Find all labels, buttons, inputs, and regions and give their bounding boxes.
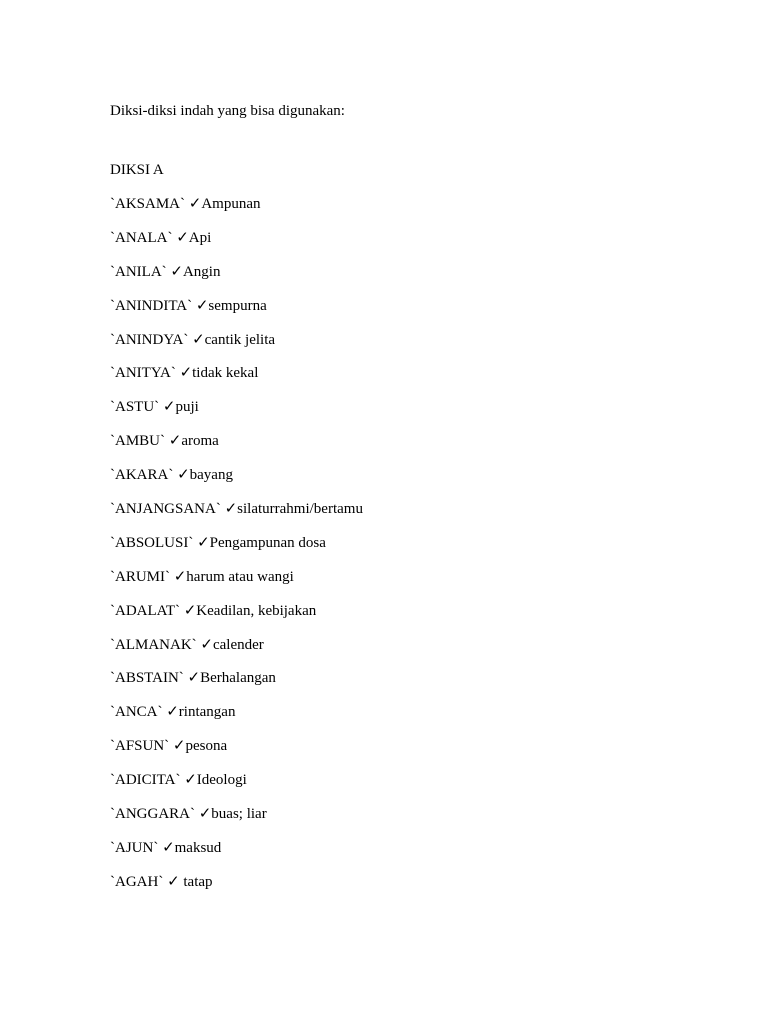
diksi-entry: `AKARA` ✓bayang <box>110 467 233 484</box>
diksi-entry: `AGAH` ✓ tatap <box>110 873 213 890</box>
diksi-entry: `AFSUN` ✓pesona <box>110 738 228 755</box>
diksi-entry: `ABSOLUSI` ✓Pengampunan dosa <box>110 534 326 551</box>
diksi-entry: `ANITYA` ✓tidak kekal <box>110 365 259 382</box>
diksi-entry: `ANGGARA` ✓buas; liar <box>110 806 267 823</box>
diksi-entry: `ASTU` ✓puji <box>110 399 199 416</box>
diksi-entry: `ANILA` ✓Angin <box>110 263 221 280</box>
diksi-entry: `AJUN` ✓maksud <box>110 839 222 856</box>
diksi-entry: `ANJANGSANA` ✓silaturrahmi/bertamu <box>110 501 363 518</box>
diksi-entry: `ANINDYA` ✓cantik jelita <box>110 331 276 348</box>
section-heading: DIKSI A <box>110 162 164 178</box>
diksi-list <box>110 195 363 907</box>
diksi-entry: `ANALA` ✓Api <box>110 229 212 246</box>
diksi-entry: `ALMANAK` ✓calender <box>110 636 264 653</box>
diksi-entry: `AMBU` ✓aroma <box>110 433 219 450</box>
diksi-entry: `ADICITA` ✓Ideologi <box>110 772 247 789</box>
diksi-entry: `ARUMI` ✓harum atau wangi <box>110 568 294 585</box>
intro-text: Diksi-diksi indah yang bisa digunakan: <box>110 103 345 119</box>
diksi-entry: `AKSAMA` ✓Ampunan <box>110 196 261 212</box>
diksi-entry: `ANCA` ✓rintangan <box>110 704 236 721</box>
diksi-entry: `ANINDITA` ✓sempurna <box>110 297 267 314</box>
diksi-entry: `ABSTAIN` ✓Berhalangan <box>110 670 276 687</box>
diksi-entry: `ADALAT` ✓Keadilan, kebijakan <box>110 602 317 619</box>
